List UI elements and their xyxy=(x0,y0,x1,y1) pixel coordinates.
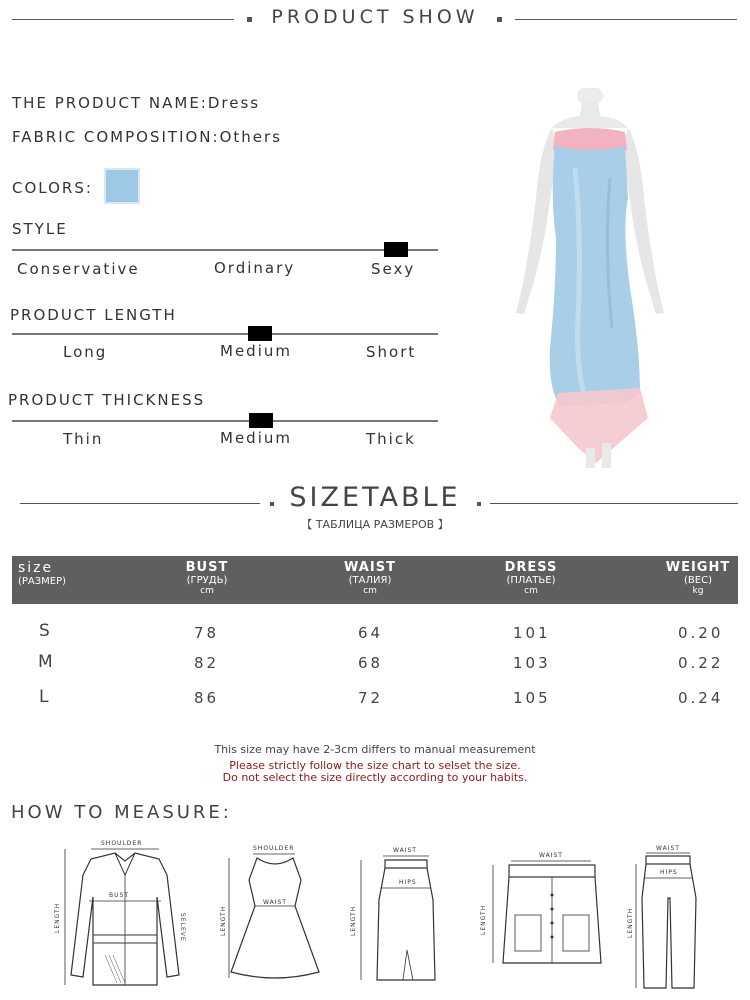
pants-measure-sketch xyxy=(620,838,720,993)
col-dress-ru: (ПЛАТЬЕ) xyxy=(506,575,556,586)
col-weight xyxy=(658,556,738,596)
style-option-sexy: Sexy xyxy=(371,260,416,278)
note-measurement: This size may have 2-3cm differs to manual measurement xyxy=(214,743,536,756)
style-label: STYLE xyxy=(12,220,68,238)
cell-bust: 82 xyxy=(194,654,220,672)
cell-bust: 86 xyxy=(194,689,220,707)
header-dot-right xyxy=(497,17,502,22)
col-weight-name: WEIGHT xyxy=(665,560,731,575)
sizetable-rule-right xyxy=(490,503,738,504)
sizetable-title: SIZETABLE xyxy=(289,482,461,513)
col-bust-unit: cm xyxy=(200,586,214,596)
col-bust xyxy=(167,556,247,596)
fabric-row xyxy=(12,128,282,146)
label-length: LENGTH xyxy=(350,905,357,936)
col-dress-name: DRESS xyxy=(504,560,558,575)
cell-size: S xyxy=(39,621,53,641)
label-length: LENGTH xyxy=(627,907,634,938)
col-waist-ru: (ТАЛИЯ) xyxy=(348,575,392,586)
how-to-measure-title: HOW TO MEASURE: xyxy=(11,802,232,823)
style-option-conservative: Conservative xyxy=(17,260,140,278)
label-length: LENGTH xyxy=(480,904,487,935)
cell-weight: 0.22 xyxy=(678,654,724,672)
thickness-option-medium: Medium xyxy=(220,429,292,447)
style-scale-line xyxy=(12,249,438,251)
label-shoulder: SHOULDER xyxy=(101,840,143,847)
label-hips: HIPS xyxy=(660,869,678,876)
col-waist-unit: cm xyxy=(363,586,377,596)
cell-size: L xyxy=(39,687,52,707)
cell-weight: 0.20 xyxy=(678,624,724,642)
length-label: PRODUCT LENGTH xyxy=(10,306,177,324)
col-bust-name: BUST xyxy=(185,560,229,575)
label-waist: WAIST xyxy=(539,852,563,859)
length-option-short: Short xyxy=(366,343,417,361)
thickness-option-thin: Thin xyxy=(63,430,104,448)
length-option-medium: Medium xyxy=(220,342,292,360)
label-sleeve: SELEVE xyxy=(179,913,186,942)
cell-size: M xyxy=(38,652,56,672)
size-table-header xyxy=(12,556,738,604)
length-scale-line xyxy=(12,333,438,335)
col-size-ru: (РАЗМЕР) xyxy=(18,576,67,587)
cell-waist: 68 xyxy=(358,654,384,672)
col-bust-ru: (ГРУДЬ) xyxy=(186,575,228,586)
product-name-row xyxy=(12,94,260,112)
col-size-name: size xyxy=(18,560,54,576)
dress-measure-sketch xyxy=(215,840,325,990)
page-title: PRODUCT SHOW xyxy=(271,6,479,28)
col-dress xyxy=(491,556,571,596)
label-waist: WAIST xyxy=(263,899,287,906)
jacket-measure-sketch xyxy=(45,835,205,990)
cell-weight: 0.24 xyxy=(678,689,724,707)
label-length: LENGTH xyxy=(54,902,61,933)
col-weight-ru: (ВЕС) xyxy=(684,575,712,586)
colors-label: COLORS: xyxy=(12,179,93,197)
cell-dress: 101 xyxy=(513,624,551,642)
col-waist-name: WAIST xyxy=(344,560,396,575)
color-swatch-blue[interactable] xyxy=(104,168,140,204)
col-size xyxy=(12,556,82,587)
cell-waist: 72 xyxy=(358,689,384,707)
shorts-measure-sketch xyxy=(475,845,615,975)
note-habits: Do not select the size directly according to your habits. xyxy=(222,771,528,784)
col-weight-unit: kg xyxy=(692,586,704,596)
sizetable-dot-right xyxy=(477,502,481,506)
fabric-label: FABRIC COMPOSITION: xyxy=(12,128,220,146)
style-scale-marker xyxy=(384,242,408,257)
col-waist xyxy=(330,556,410,596)
label-waist: WAIST xyxy=(393,847,417,854)
label-length: LENGTH xyxy=(220,905,227,936)
header-rule-right xyxy=(515,19,737,20)
length-option-long: Long xyxy=(63,343,108,361)
thickness-scale-marker xyxy=(249,413,273,428)
product-name-label: THE PRODUCT NAME: xyxy=(12,94,208,112)
fabric-value: Others xyxy=(219,128,282,146)
cell-dress: 105 xyxy=(513,689,551,707)
cell-waist: 64 xyxy=(358,624,384,642)
col-dress-unit: cm xyxy=(524,586,538,596)
style-option-ordinary: Ordinary xyxy=(214,259,296,277)
label-shoulder: SHOULDER xyxy=(253,845,295,852)
label-bust: BUST xyxy=(109,892,129,899)
label-waist: WAIST xyxy=(656,845,680,852)
note-follow-chart: Please strictly follow the size chart to selset the size. xyxy=(229,759,521,772)
thickness-label: PRODUCT THICKNESS xyxy=(8,391,206,409)
label-hips: HIPS xyxy=(399,879,417,886)
cell-dress: 103 xyxy=(513,654,551,672)
product-photo-dress xyxy=(500,88,680,468)
sizetable-subtitle: 【 ТАБЛИЦА РАЗМЕРОВ 】 xyxy=(301,518,449,531)
cell-bust: 78 xyxy=(194,624,220,642)
thickness-scale-line xyxy=(12,420,438,422)
skirt-measure-sketch xyxy=(345,840,445,990)
thickness-option-thick: Thick xyxy=(366,430,416,448)
length-scale-marker xyxy=(248,326,272,341)
product-name-value: Dress xyxy=(207,94,261,112)
